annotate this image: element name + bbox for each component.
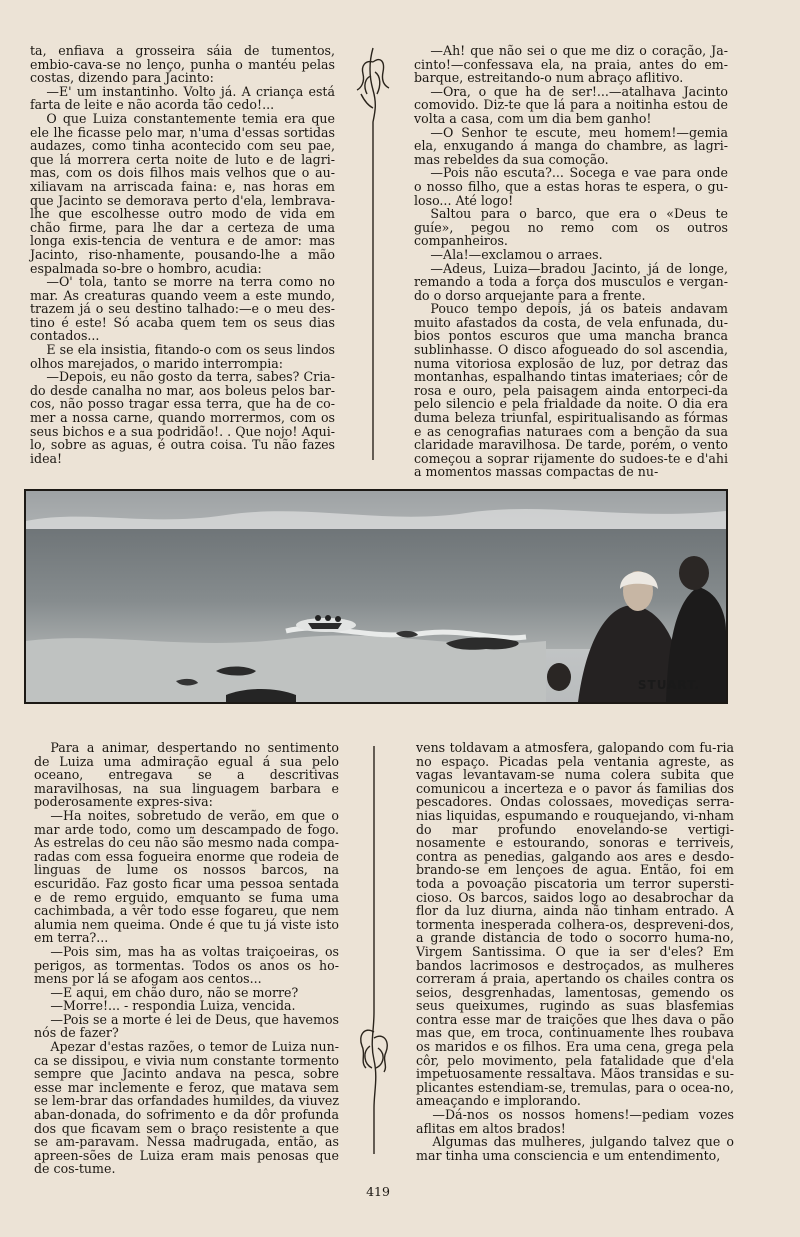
paragraph: —Adeus, Luiza—bradou Jacinto, já de longe, remando a toda a força dos musculos e vergan-do o dorso arquejante para a frente. bbox=[414, 260, 728, 303]
paragraph: Pouco tempo depois, já os bateis andavam muito afastados da costa, de vela enfunada, du-bios pontos escuros que uma mancha branca sublinhasse. O disco afogueado do sol ascendia, numa vitoriosa explosão de luz, por detraz das montanhas, espalhando tintas imateriaes; côr de rosa e ouro, pela paisagem ainda entorpeci-da pelo silencio e pela frialdade da noite. O dia era duma beleza triunfal, espiritualisando as fórmas e as cenografias naturaes com a benção da sua claridade maravilhosa. De tarde, porém, o vento começou a soprar rijamente do sudoes-te e d'ahi a momentos massas compactas de nu- bbox=[414, 301, 728, 480]
paragraph: —Pois não escuta?... Socega e vae para onde o nosso filho, que a estas horas te espera, o gu-loso... Até logo! bbox=[414, 165, 728, 208]
text-column-bottom-right bbox=[416, 741, 734, 1162]
paragraph: Para a animar, despertando no sentimento de Luiza uma admiração egual á sua pelo oceano, entregava se a descritivas maravilhosas, na sua linguagem barbara e poderosamente expres-siva: bbox=[34, 740, 339, 810]
seascape-drawing bbox=[26, 491, 726, 702]
vine-divider-ornament bbox=[356, 742, 392, 1162]
seascape-illustration bbox=[24, 489, 728, 704]
paragraph: —E' um instantinho. Volto já. A criança está farta de leite e não acorda tão cedo!... bbox=[30, 83, 335, 113]
paragraph: —Ora, o que ha de ser!...—atalhava Jacinto comovido. Diz-te que lá para a noitinha estou de volta a casa, com um dia bem ganho! bbox=[414, 83, 728, 126]
paragraph: —Ala!—exclamou o arraes. bbox=[430, 246, 603, 262]
paragraph: —Pois se a morte é lei de Deus, que havemos nós de fazer? bbox=[34, 1011, 339, 1041]
paragraph: E se ela insistia, fitando-o com os seus lindos olhos marejados, o marido interrompia: bbox=[30, 342, 335, 371]
text-column-top-right bbox=[414, 44, 728, 479]
paragraph: —O Senhor te escute, meu homem!—gemia ela, enxugando á manga do chambre, as lagri-mas rebeldes da sua comoção. bbox=[414, 124, 728, 167]
vine-divider-ornament bbox=[355, 42, 391, 462]
paragraph: Saltou para o barco, que era o «Deus te guíe», pegou no remo com os outros companheiros. bbox=[414, 206, 728, 249]
paragraph: ta, enfiava a grosseira sáia de tumentos, embio-cava-se no lenço, punha o mantéu pelas costas, dizendo para Jacinto: bbox=[30, 43, 335, 86]
paragraph: —O' tola, tanto se morre na terra como no mar. As creaturas quando veem a este mundo, trazem já o seu destino talhado:—e o meu des-tino é este! Só acaba quem tem os seus dias contados... bbox=[30, 274, 335, 344]
paragraph: —Morre!... - respondia Luiza, vencida. bbox=[50, 998, 296, 1014]
page-number: 419 bbox=[366, 1184, 390, 1199]
paragraph: —E aqui, em chão duro, não se morre? bbox=[50, 984, 299, 1000]
text-column-bottom-left bbox=[34, 741, 339, 1176]
paragraph: —Pois sim, mas ha as voltas traiçoeiras, os perigos, as tormentas. Todos os anos os ho-mens por lá se afogam aos centos... bbox=[34, 943, 339, 987]
paragraph: —Ha noites, sobretudo de verão, em que o mar arde todo, como um descampado de fogo. As estrelas do ceu não são mesmo nada compa-radas com essa fogueira enorme que rodeia de linguas de lume os nossos barcos, na escuridão. Faz gosto ficar uma pessoa sentada e de remo erguido, emquanto se fuma uma cachimbada, a vêr todo esse fogareu, que nem alumia nem queima. Onde é que tu já viste isto em terra?... bbox=[34, 807, 339, 946]
paragraph: —Depois, eu não gosto da terra, sabes? Cria-do desde canalha no mar, aos boleus pelos bar-cos, não posso tragar essa terra, que ha de co-mer a nossa carne, quando morrermos, com os seus bichos e a sua podridão!. . Que nojo! Aqui-lo, sobre as aguas, é outra coisa. Tu não fazes idea! bbox=[30, 369, 335, 466]
paragraph: O que Luiza constantemente temia era que ele lhe ficasse pelo mar, n'uma d'essas sortidas audazes, como tinha acontecido com seu pae, que lá morrera certa noite de luto e de lagri-mas, com os dois filhos mais velhos que o au-xiliavam na arriscada faina: e, nas horas em que Jacinto se demorava perto d'ela, lembrava-lhe que escolhesse outro modo de vida em chão firme, para lhe dar a certeza de uma longa exis-tencia de ventura e de amor: mas Jacinto, riso-nhamente, pousando-lhe a mão espalmada so-bre o hombro, acudia: bbox=[30, 110, 335, 276]
paragraph: —Dá-nos os nossos homens!—pediam vozes aflitas em altos brados! bbox=[416, 1107, 734, 1136]
paragraph: Algumas das mulheres, julgando talvez que o mar tinha uma consciencia e um entendimento, bbox=[416, 1134, 734, 1163]
paragraph: —Ah! que não sei o que me diz o coração, Ja-cinto!—confessava ela, na praia, antes do em-barque, estreitando-o num abraço aflitivo. bbox=[414, 43, 728, 86]
text-column-top-left bbox=[30, 44, 335, 465]
paragraph: Apezar d'estas razões, o temor de Luiza nun-ca se dissipou, e vivia num constante tormento sempre que Jacinto andava na pesca, sobre esse mar inclemente e feroz, que matava sem se lem-brar das orfandades humildes, da viuvez aban-donada, do sofrimento e da dôr profunda dos que ficavam sem o braço resistente a que se am-paravam. Nessa madrugada, então, as apreen-sões de Luiza eram mais penosas que de cos-tume. bbox=[34, 1039, 339, 1177]
paragraph: vens toldavam a atmosfera, galopando com fu-ria no espaço. Picadas pela ventania agreste, as vagas levantavam-se numa colera subita que comunicou a incerteza e o pavor ás familias dos pescadores. Ondas colossaes, movediças serra-nias liquidas, espumando e rouquejando, vi-nham do mar profundo enovelando-se vertigi-nosamente e estourando, sonoras e terriveis, contra as penedias, galgando aos ares e desdo-brando-se em lençoes de agua. Então, foi em toda a povoação piscatoria um terror supersti-cioso. Os barcos, saidos logo ao desabrochar da flor da luz diurna, ainda não tinham entrado. A tormenta inesperada colhera-os, despreveni-dos, a grande distancia de todo o socorro huma-no, Virgem Santissima. O que ia ser d'eles? Em bandos lacrimosos e destroçados, as mulheres correram á praia, apertando os chailes contra os seios, desgrenhadas, lamentosas, gemendo os seus queixumes, rugindo as suas blasfemias contra esse mar de traições que lhes dava o pão mas que, em troca, continuamente lhes roubava os maridos e os filhos. Era uma cena, grega pela côr, pelo movimento, pela fatalidade que d'ela impetuosamente ressaltava. Mãos transidas e su-plicantes estendiam-se, tremulas, para o ocea-no, ameaçando e implorando. bbox=[416, 740, 734, 1109]
artist-signature: STUART. bbox=[637, 678, 700, 692]
